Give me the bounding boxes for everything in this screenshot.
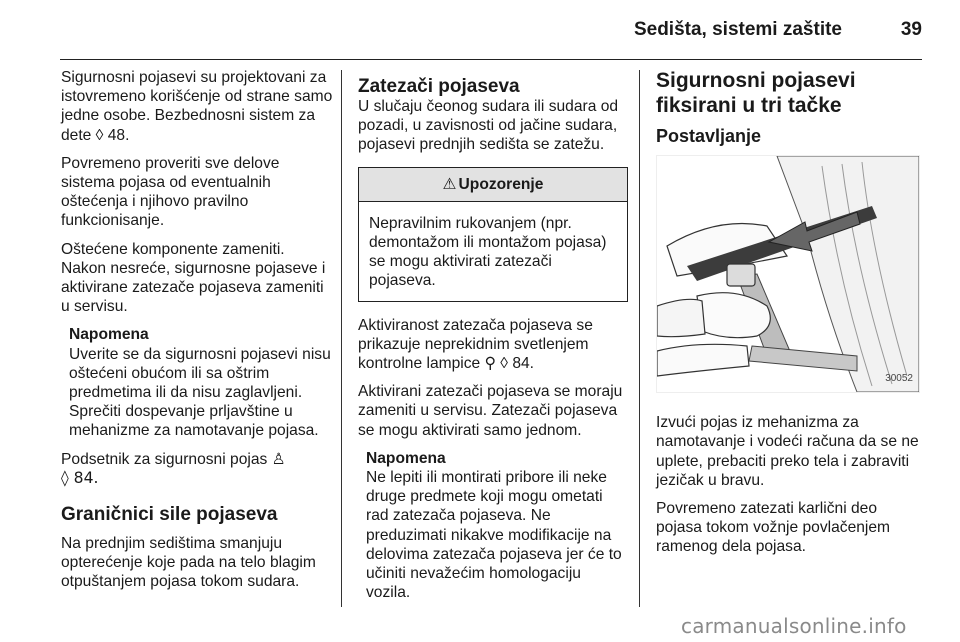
paragraph-pull-belt: Izvući pojas iz mehanizma za namotavanje i vodeći računa da se ne uplete, prebaciti preko tela i zabraviti jezičak u bravu.	[656, 414, 919, 489]
paragraph-seatbelt-intro: Sigurnosni pojasevi su projektovani za istovremeno korišćenje od strane samo jedne osobe. Bezbednosni sistem za dete ◊ 48.	[61, 69, 333, 144]
warning-header	[359, 168, 627, 202]
column-1	[61, 68, 333, 601]
paragraph-reminder	[61, 450, 333, 488]
paragraph-check-parts: Povremeno proveriti sve delove sistema pojasa od eventualnih oštećenja i njihovo pravilno funkcionisanje.	[61, 154, 280, 230]
warning-box	[358, 167, 628, 302]
heading-pretensioners: Zatezači pojaseva	[358, 76, 520, 97]
paragraph-indicator: Aktiviranost zatezača pojaseva se prikazuje neprekidnim svetlenjem kontrolne lampice ⚲ ◊ 84.	[358, 316, 593, 373]
column-3	[656, 68, 926, 566]
paragraph-pretensioners: U slučaju čeonog sudara ili sudara od pozadi, u zavisnosti od jačine sudara, pojasevi prednjih sedišta se zatežu.	[358, 98, 619, 154]
figure-code: 30052	[885, 373, 913, 384]
watermark: carmanualsonline.info	[681, 614, 907, 638]
column-divider-1	[341, 70, 342, 607]
note-text-2: Ne lepiti ili montirati pribore ili neke druge predmete koji mogu ometati rad zatezača pojaseva. Ne preduzimati nikakve modifikacije na delovima zatezača pojaseva jer će to učiniti nevažećim homologaciju vozila.	[366, 469, 622, 602]
column-divider-2	[639, 70, 640, 607]
warning-title: Upozorenje	[458, 175, 544, 193]
page-header	[0, 0, 960, 60]
page-number: 39	[900, 19, 922, 40]
section-title: Sedišta, sistemi zaštite	[633, 19, 842, 40]
note-block-2	[358, 449, 628, 603]
warning-text: Nepravilnim rukovanjem (npr. demontažom ili montažom pojasa) se mogu aktivirati zatezači pojaseva.	[369, 214, 607, 290]
warning-icon: ⚠	[442, 175, 457, 193]
seatbelt-drawing	[657, 156, 919, 392]
reminder-text: Podsetnik za sigurnosni pojas ♙	[61, 450, 286, 468]
paragraph-force-limiters: Na prednjim sedištima smanjuju opterećenje koje pada na telo blagim otpuštanjem pojasa tokom sudara.	[61, 535, 316, 591]
note-title: Napomena	[69, 326, 149, 344]
paragraph-replace-pretensioners: Aktivirani zatezači pojaseva se moraju zameniti u servisu. Zatezači pojaseva se mogu aktivirati samo jednom.	[358, 383, 623, 439]
subheading-fastening: Postavljanje	[656, 126, 762, 146]
note-title-2: Napomena	[366, 449, 446, 467]
paragraph-replace-parts: Oštećene komponente zameniti. Nakon nesreće, sigurnosne pojaseve i aktivirane zatezače pojaseva zameniti u servisu.	[61, 240, 326, 316]
seatbelt-illustration	[656, 155, 920, 393]
paragraph-tighten-lap: Povremeno zatezati karlični deo pojasa tokom vožnje povlačenjem ramenog dela pojasa.	[656, 500, 891, 556]
heading-force-limiters: Graničnici sile pojaseva	[61, 504, 278, 526]
note-block	[61, 325, 333, 440]
page-reference[interactable]: ◊ 84.	[61, 468, 99, 487]
note-text: Uverite se da sigurnosni pojasevi nisu oštećeni obućom ili sa oštrim predmetima ili da nisu zaglavljeni. Sprečiti dospevanje prljavštine u mehanizme za namotavanje pojasa.	[69, 345, 331, 440]
header-divider	[60, 59, 922, 60]
column-2	[358, 68, 628, 611]
heading-three-point-belts: Sigurnosni pojasevi fiksirani u tri tačke	[656, 69, 856, 117]
